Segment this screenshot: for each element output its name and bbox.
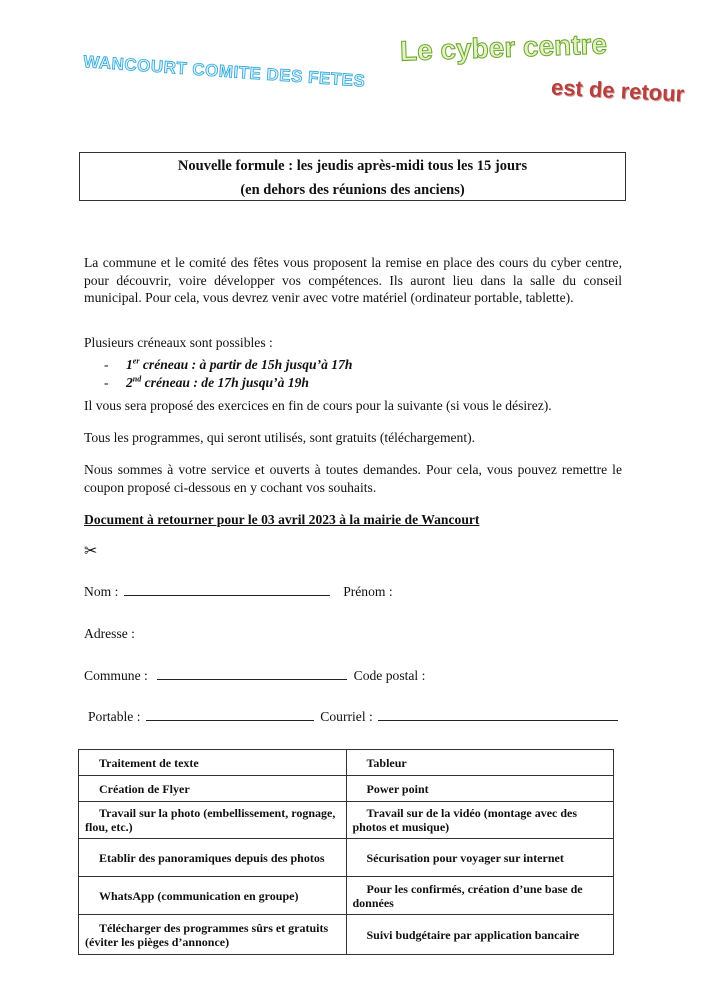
cyber-centre-wordart: Le cyber centre	[399, 28, 608, 67]
slot-text: créneau : à partir de 15h jusqu’à 17h	[139, 356, 353, 372]
option-cell[interactable]: Sécurisation pour voyager sur internet	[346, 839, 614, 877]
option-cell[interactable]: WhatsApp (communication en groupe)	[79, 877, 347, 915]
title-line-2: (en dehors des réunions des anciens)	[240, 182, 465, 198]
est-de-retour-wordart: est de retour	[550, 74, 685, 107]
code-postal-label: Code postal :	[353, 668, 426, 683]
option-cell[interactable]: Travail sur la photo (embellissement, rognage, flou, etc.)	[79, 802, 347, 839]
intro-paragraph: La commune et le comité des fêtes vous proposent la remise en place des cours du cyber centre, pour découvrir, voire développer vos compétences. Ils auront lieu dans la salle du conseil municipal. Pour cela, vous devrez venir avec votre matériel (ordinateur portable, tablette).	[84, 255, 622, 305]
table-row	[79, 750, 614, 776]
option-cell[interactable]: Travail sur de la vidéo (montage avec des photos et musique)	[346, 802, 614, 839]
prenom-label: Prénom :	[343, 584, 393, 599]
option-cell[interactable]: Télécharger des programmes sûrs et gratuits (éviter les pièges d’annonce)	[79, 915, 347, 955]
contact-row	[88, 709, 618, 725]
table-row	[79, 877, 614, 915]
nom-field[interactable]	[124, 585, 330, 596]
programs-paragraph: Tous les programmes, qui seront utilisés, sont gratuits (téléchargement).	[84, 430, 476, 445]
portable-label: Portable :	[88, 709, 141, 724]
option-cell[interactable]: Traitement de texte	[79, 750, 347, 776]
nom-row	[84, 584, 393, 600]
slots-heading: Plusieurs créneaux sont possibles :	[84, 335, 273, 350]
title-line-1: Nouvelle formule : les jeudis après-midi tous les 15 jours	[177, 158, 528, 174]
slot-item-2	[104, 370, 309, 391]
slot-sup: er	[132, 356, 140, 365]
service-paragraph: Nous sommes à votre service et ouverts à toutes demandes. Pour cela, vous pouvez remettre le coupon proposé ci-dessous en y cochant vos souhaits.	[84, 462, 622, 495]
option-cell[interactable]: Etablir des panoramiques depuis des photos	[79, 839, 347, 877]
adresse-label: Adresse :	[84, 626, 135, 641]
options-table	[78, 749, 614, 955]
title-box	[79, 152, 626, 201]
option-cell[interactable]: Power point	[346, 776, 614, 802]
commune-field[interactable]	[157, 669, 347, 680]
nom-label: Nom :	[84, 584, 119, 599]
return-document-heading: Document à retourner pour le 03 avril 2023 à la mairie de Wancourt	[84, 512, 480, 527]
commune-row	[84, 668, 425, 684]
courriel-label: Courriel :	[320, 709, 373, 724]
table-row	[79, 839, 614, 877]
option-cell[interactable]: Suivi budgétaire par application bancaire	[346, 915, 614, 955]
table-row	[79, 915, 614, 955]
committee-wordart: WANCOURT COMITE DES FETES	[82, 52, 366, 91]
slot-dash: -	[104, 356, 109, 372]
scissors-icon: ✂	[84, 541, 98, 560]
option-cell[interactable]: Tableur	[346, 750, 614, 776]
table-row	[79, 802, 614, 839]
commune-label: Commune :	[84, 668, 148, 683]
slot-dash: -	[104, 374, 109, 390]
exercises-paragraph: Il vous sera proposé des exercices en fin de cours pour la suivante (si vous le désirez).	[84, 398, 552, 413]
portable-field[interactable]	[146, 710, 314, 721]
slot-text: créneau : de 17h jusqu’à 19h	[141, 374, 309, 390]
slot-ordinal: 2	[126, 374, 133, 390]
slot-ordinal: 1	[126, 356, 133, 372]
slot-sup: nd	[132, 374, 142, 383]
adresse-row	[84, 626, 135, 642]
table-row	[79, 776, 614, 802]
option-cell[interactable]: Création de Flyer	[79, 776, 347, 802]
courriel-field[interactable]	[378, 710, 618, 721]
option-cell[interactable]: Pour les confirmés, création d’une base de données	[346, 877, 614, 915]
